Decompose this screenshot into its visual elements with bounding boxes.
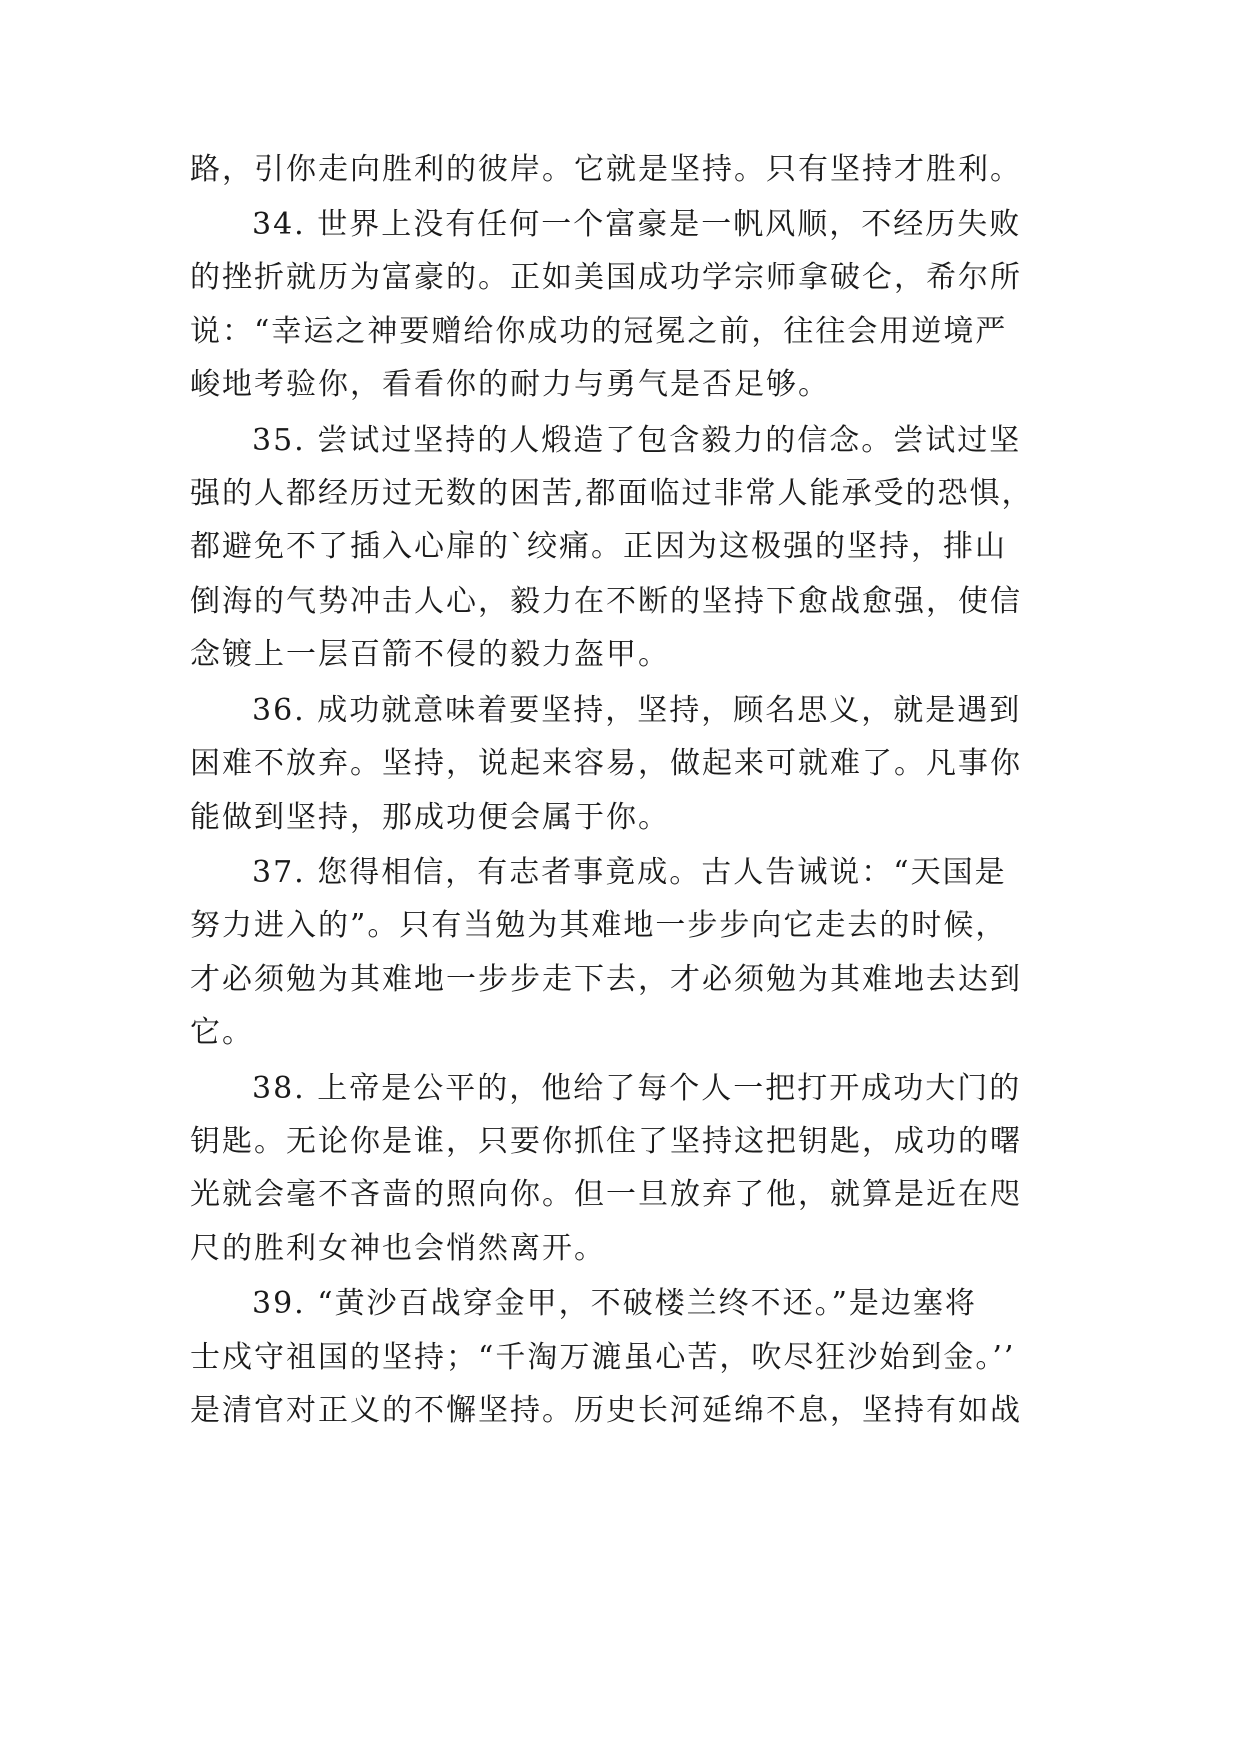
text-line: 钥匙。无论你是谁，只要你抓住了坚持这把钥匙，成功的曙	[190, 1124, 1022, 1159]
text-line: 能做到坚持，那成功便会属于你。	[190, 800, 670, 835]
text-line: 它。	[190, 1015, 254, 1050]
text-line: 光就会毫不吝啬的照向你。但一旦放弃了他，就算是近在咫	[190, 1177, 1022, 1212]
paragraph-38-start: 38. 上帝是公平的，他给了每个人一把打开成功大门的	[252, 1071, 1022, 1106]
text-line: 念镀上一层百箭不侵的毅力盔甲。	[190, 637, 670, 672]
paragraph-36-start: 36. 成功就意味着要坚持，坚持，顾名思义，就是遇到	[252, 693, 1022, 728]
text-line: 才必须勉为其难地一步步走下去，才必须勉为其难地去达到	[190, 962, 1022, 997]
paragraph-39-start: 39. “黄沙百战穿金甲，不破楼兰终不还。”是边塞将	[252, 1286, 977, 1321]
text-line: 尺的胜利女神也会悄然离开。	[190, 1231, 606, 1266]
paragraph-37-start: 37. 您得相信，有志者事竟成。古人告诫说：“天国是	[252, 855, 1007, 890]
text-line: 士戍守祖国的坚持；“千淘万漉虽心苦，吹尽狂沙始到金。’’	[190, 1340, 1016, 1375]
text-line: 说：“幸运之神要赠给你成功的冠冕之前，往往会用逆境严	[190, 314, 1008, 349]
text-line: 峻地考验你，看看你的耐力与勇气是否足够。	[190, 367, 830, 402]
text-line: 的挫折就历为富豪的。正如美国成功学宗师拿破仑，希尔所	[190, 260, 1022, 295]
text-line: 是清官对正义的不懈坚持。历史长河延绵不息，坚持有如战	[190, 1393, 1022, 1428]
text-line: 努力进入的”。只有当勉为其难地一步步向它走去的时候，	[190, 908, 1008, 943]
paragraph-35-start: 35. 尝试过坚持的人煅造了包含毅力的信念。尝试过坚	[252, 423, 1022, 458]
text-line: 路，引你走向胜利的彼岸。它就是坚持。只有坚持才胜利。	[190, 152, 1022, 187]
text-line: 倒海的气势冲击人心，毅力在不断的坚持下愈战愈强，使信	[190, 584, 1022, 619]
text-line: 都避免不了插入心扉的`绞痛。正因为这极强的坚持，排山	[190, 529, 1007, 564]
text-line: 困难不放弃。坚持，说起来容易，做起来可就难了。凡事你	[190, 746, 1022, 781]
text-line: 强的人都经历过无数的困苦,都面临过非常人能承受的恐惧，	[190, 476, 1034, 511]
paragraph-34-start: 34. 世界上没有任何一个富豪是一帆风顺，不经历失败	[252, 207, 1022, 242]
